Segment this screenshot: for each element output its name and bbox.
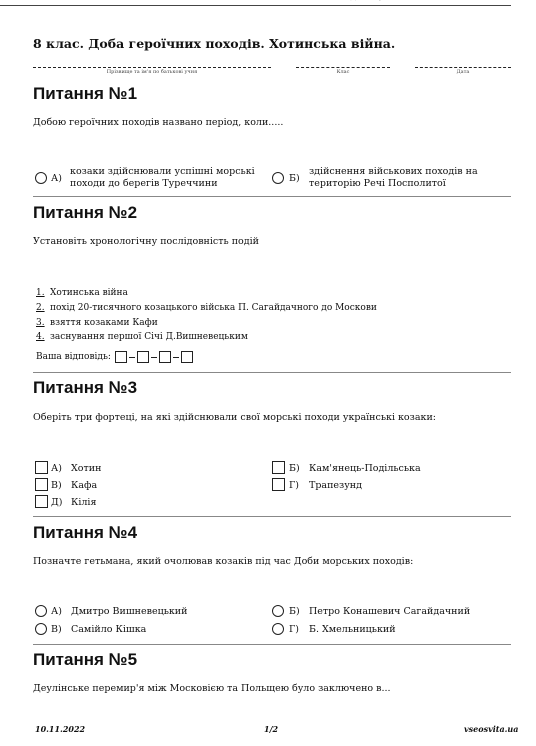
q4-option-g-letter: Г)	[289, 624, 299, 635]
q3-option-b-letter: Б)	[289, 463, 300, 474]
q3-option-v-checkbox[interactable]	[35, 478, 48, 491]
sequence-text: взяття козаками Кафи	[50, 318, 158, 328]
q1-option-b-radio[interactable]	[272, 172, 284, 184]
divider	[33, 196, 511, 197]
question-4-text: Позначте гетьмана, який очолював козаків під час Доби морських походів:	[33, 556, 414, 567]
answer-box-3[interactable]	[159, 351, 171, 363]
q3-option-v-label: Кафа	[71, 480, 98, 491]
class-field[interactable]	[296, 58, 390, 68]
q3-option-v-letter: В)	[51, 480, 62, 491]
answer-label: Ваша відповідь:	[36, 352, 111, 362]
q3-option-a-label: Хотин	[71, 463, 102, 474]
student-name-field[interactable]	[33, 58, 271, 68]
sequence-number: 4.	[36, 332, 45, 342]
q4-option-a-label: Дмитро Вишневецький	[71, 606, 188, 617]
sequence-text: заснування першої Січі Д.Вишневецьким	[50, 332, 248, 342]
sequence-number: 3.	[36, 318, 45, 328]
q1-option-a-letter: А)	[51, 173, 62, 184]
q3-option-g-label: Трапезунд	[309, 480, 362, 491]
question-5-text: Деулінське перемир'я між Московією та Польщею було заключено в...	[33, 683, 391, 694]
sequence-answer	[36, 351, 195, 363]
sequence-text: Хотинська війна	[50, 288, 128, 298]
question-1-heading: Питання №1	[33, 84, 138, 103]
question-2-text: Установіть хронологічну послідовність подій	[33, 236, 259, 247]
sequence-text: похід 20-тисячного козацького війська П. Сагайдачного до Москови	[50, 303, 377, 313]
question-3-text: Оберіть три фортеці, на які здійснювали свої морські походи українські козаки:	[33, 412, 436, 423]
q1-option-b-letter: Б)	[289, 173, 300, 184]
date-caption: Дата	[456, 69, 470, 75]
divider	[33, 644, 511, 645]
document-title: 8 клас. Доба героїчних походів. Хотинська війна.	[33, 36, 396, 51]
sequence-item	[36, 332, 248, 342]
sequence-number: 1.	[36, 288, 45, 298]
q3-option-g-letter: Г)	[289, 480, 299, 491]
answer-dash	[173, 357, 179, 358]
q4-option-v-radio[interactable]	[35, 623, 47, 635]
q4-option-v-label: Самійло Кішка	[71, 624, 147, 635]
running-header-title	[323, 0, 507, 1]
q3-option-g-checkbox[interactable]	[272, 478, 285, 491]
q3-option-b-label: Кам'янець-Подільська	[309, 463, 421, 474]
q4-option-g-radio[interactable]	[272, 623, 284, 635]
q4-option-a-letter: А)	[51, 606, 62, 617]
question-2-heading: Питання №2	[33, 203, 138, 222]
q3-option-a-checkbox[interactable]	[35, 461, 48, 474]
divider	[33, 516, 511, 517]
q1-option-a-line2: походи до берегів Туреччини	[70, 178, 218, 189]
date-field[interactable]	[415, 58, 511, 68]
answer-box-4[interactable]	[181, 351, 193, 363]
q4-option-b-label: Петро Конашевич Сагайдачний	[309, 606, 471, 617]
running-header	[0, 0, 511, 6]
answer-box-1[interactable]	[115, 351, 127, 363]
q1-option-b-label	[309, 166, 478, 190]
footer-site: vseosvita.ua	[464, 724, 519, 734]
q4-option-a-radio[interactable]	[35, 605, 47, 617]
question-1-text: Добою героїчних походів названо період, коли.....	[33, 117, 284, 128]
q3-option-d-letter: Д)	[51, 497, 63, 508]
footer-date: 10.11.2022	[35, 724, 86, 734]
q1-option-b-line1: здійснення військових походів на	[309, 166, 478, 177]
q1-option-a-line1: козаки здійснювали успішні морські	[70, 166, 255, 177]
footer-page-number: 1/2	[264, 724, 279, 734]
q4-option-g-label: Б. Хмельницький	[309, 624, 396, 635]
q3-option-b-checkbox[interactable]	[272, 461, 285, 474]
question-4-heading: Питання №4	[33, 523, 138, 542]
answer-dash	[129, 357, 135, 358]
q4-option-b-letter: Б)	[289, 606, 300, 617]
q3-option-d-checkbox[interactable]	[35, 495, 48, 508]
sequence-item	[36, 288, 128, 298]
sequence-item	[36, 318, 158, 328]
q3-option-d-label: Кілія	[71, 497, 97, 508]
answer-dash	[151, 357, 157, 358]
class-caption: Клас	[336, 69, 350, 75]
sequence-item	[36, 303, 377, 313]
answer-box-2[interactable]	[137, 351, 149, 363]
question-3-heading: Питання №3	[33, 378, 138, 397]
sequence-number: 2.	[36, 303, 45, 313]
student-name-caption: Прізвище та ім'я по батькові учня	[106, 69, 198, 75]
divider	[33, 372, 511, 373]
q3-option-a-letter: А)	[51, 463, 62, 474]
q1-option-a-radio[interactable]	[35, 172, 47, 184]
q1-option-b-line2: територію Речі Посполитої	[309, 178, 446, 189]
question-5-heading: Питання №5	[33, 650, 138, 669]
q4-option-b-radio[interactable]	[272, 605, 284, 617]
q1-option-a-label	[70, 166, 255, 190]
q4-option-v-letter: В)	[51, 624, 62, 635]
